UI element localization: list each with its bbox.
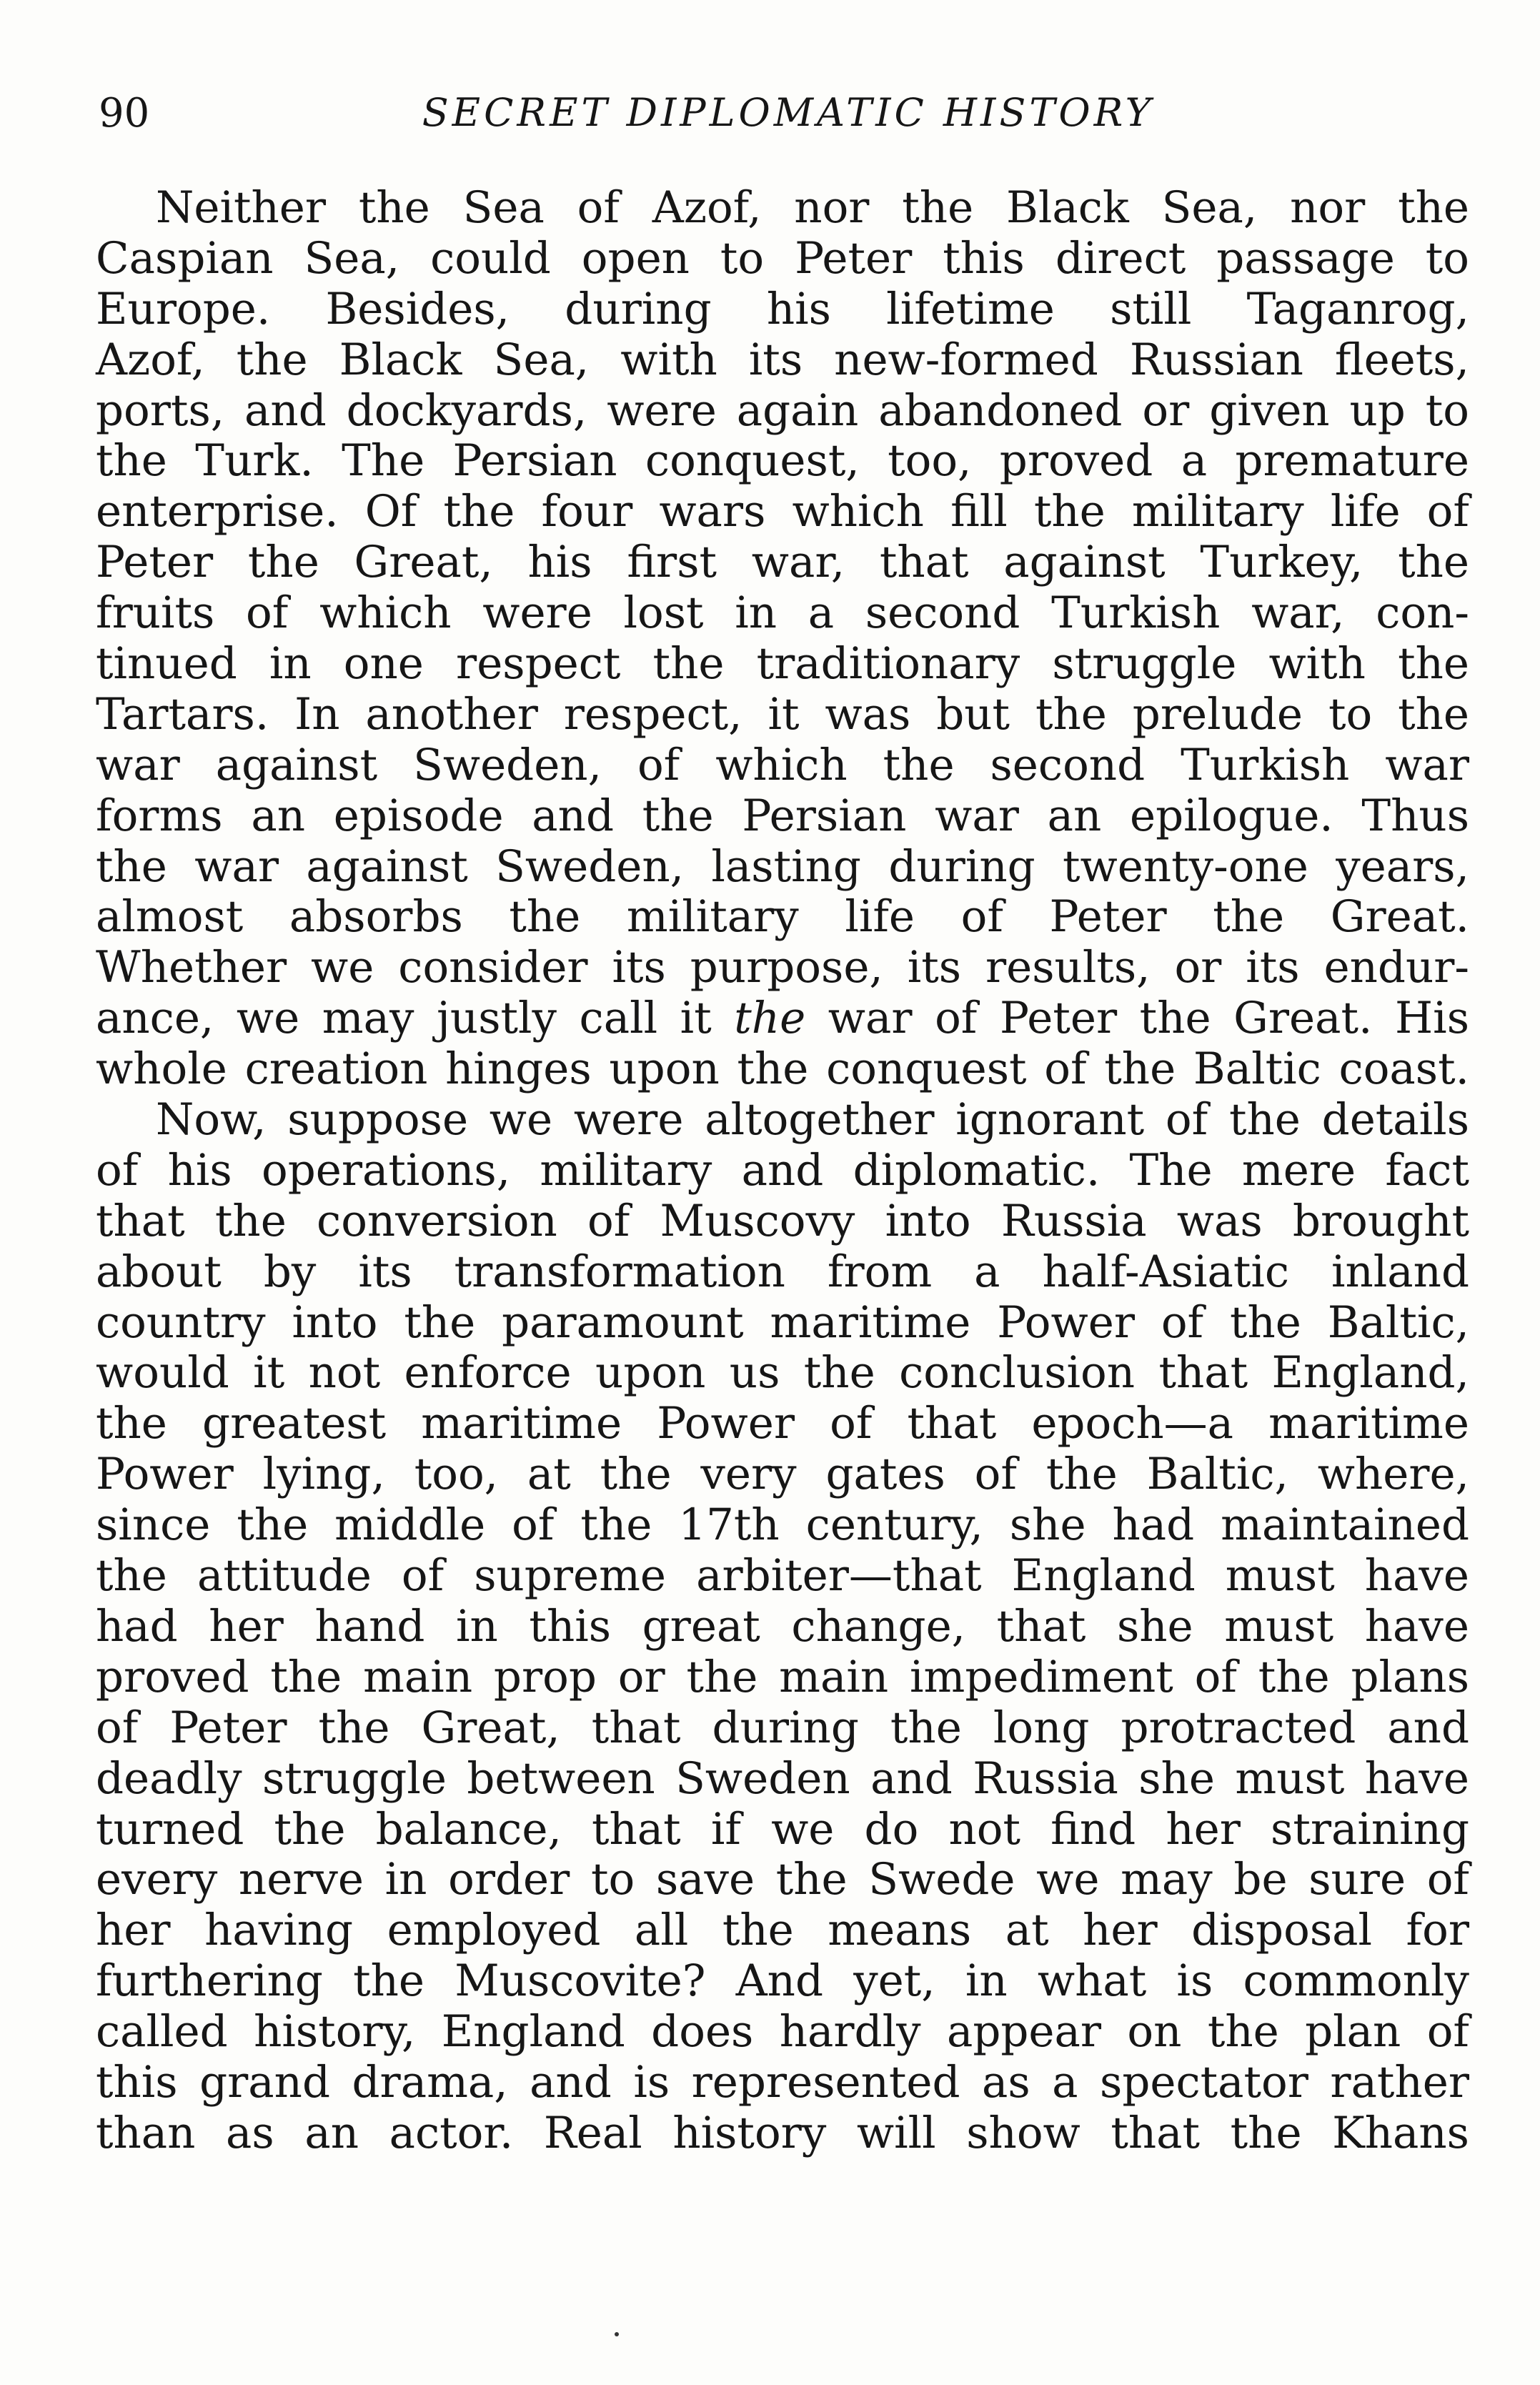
text-line: proved the main prop or the main impediment of the plans <box>96 1651 1469 1702</box>
text-line: Peter the Great, his first war, that against Turkey, the <box>96 537 1469 588</box>
text-line: her having employed all the means at her disposal for <box>96 1905 1469 1956</box>
text-line: would it not enforce upon us the conclusion that England, <box>96 1347 1469 1399</box>
text-line: whole creation hinges upon the conquest of the Baltic coast. <box>96 1043 1469 1095</box>
text-line: Caspian Sea, could open to Peter this direct passage to <box>96 232 1469 284</box>
text-line: Power lying, too, at the very gates of the Baltic, where, <box>96 1449 1469 1500</box>
text-line <box>96 993 1469 1044</box>
text-line: the attitude of supreme arbiter—that England must have <box>96 1550 1469 1602</box>
text-line: enterprise. Of the four wars which fill the military life of <box>96 486 1469 537</box>
text-line: this grand drama, and is represented as a spectator rather <box>96 2056 1469 2108</box>
text-line: Europe. Besides, during his lifetime still Taganrog, <box>96 283 1469 334</box>
text-line: fruits of which were lost in a second Turkish war, con- <box>96 587 1469 639</box>
text-line: ports, and dockyards, were again abandoned or given up to <box>96 385 1469 436</box>
text-line: about by its transformation from a half-Asiatic inland <box>96 1246 1469 1297</box>
text-line: that the conversion of Muscovy into Russia was brought <box>96 1195 1469 1246</box>
text-line: since the middle of the 17th century, she had maintained <box>96 1499 1469 1551</box>
text-line: the Turk. The Persian conquest, too, proved a premature <box>96 435 1469 487</box>
text-line: war against Sweden, of which the second Turkish war <box>96 739 1469 790</box>
text-line: of Peter the Great, that during the long protracted and <box>96 1702 1469 1753</box>
text-line: deadly struggle between Sweden and Russia she must have <box>96 1752 1469 1804</box>
text-line: Azof, the Black Sea, with its new-formed Russian fleets, <box>96 334 1469 385</box>
text-line: forms an episode and the Persian war an epilogue. Thus <box>96 790 1469 841</box>
text-line: than as an actor. Real history will show that the Khans <box>96 2107 1469 2158</box>
body-text <box>96 183 1469 2159</box>
text-line: the war against Sweden, lasting during twenty-one years, <box>96 841 1469 892</box>
text-line: Whether we consider its purpose, its results, or its endur- <box>96 942 1469 993</box>
text-line: country into the paramount maritime Power of the Baltic, <box>96 1296 1469 1348</box>
italic-emphasis: the <box>734 993 806 1044</box>
page-number: 90 <box>99 90 150 137</box>
text-line: had her hand in this great change, that she must have <box>96 1600 1469 1652</box>
running-head: SECRET DIPLOMATIC HISTORY <box>422 90 1155 135</box>
page-header <box>99 84 1464 149</box>
text-line: Neither the Sea of Azof, nor the Black Sea, nor the <box>156 182 1469 233</box>
text-line: the greatest maritime Power of that epoch—a maritime <box>96 1398 1469 1449</box>
text-line: called history, England does hardly appear on the plan of <box>96 2006 1469 2058</box>
ink-speck <box>615 2332 619 2336</box>
text-segment: ance, we may justly call it <box>96 993 735 1044</box>
text-line: Now, suppose we were altogether ignorant of the details <box>156 1094 1469 1146</box>
text-line: furthering the Muscovite? And yet, in what is commonly <box>96 1955 1469 2007</box>
text-line: turned the balance, that if we do not find her straining <box>96 1803 1469 1855</box>
text-line: almost absorbs the military life of Peter the Great. <box>96 891 1469 943</box>
text-line: every nerve in order to save the Swede we may be sure of <box>96 1854 1469 1905</box>
text-line: tinued in one respect the traditionary struggle with the <box>96 638 1469 690</box>
text-line: of his operations, military and diplomatic. The mere fact <box>96 1144 1469 1196</box>
text-segment: war of Peter the Great. His <box>805 993 1469 1044</box>
text-line: Tartars. In another respect, it was but the prelude to the <box>96 688 1469 740</box>
